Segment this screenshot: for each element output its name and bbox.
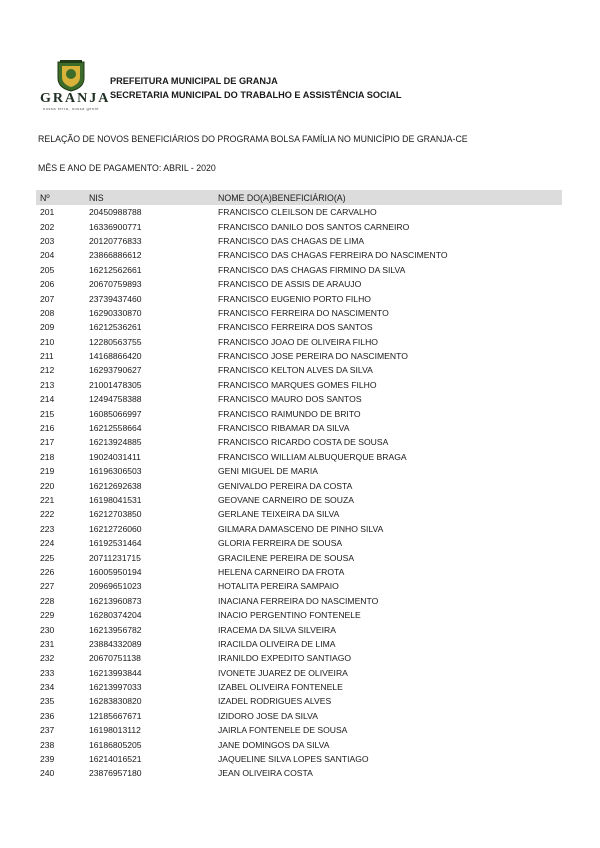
row-number: 216	[40, 423, 55, 434]
row-name: FRANCISCO WILLIAM ALBUQUERQUE BRAGA	[218, 451, 407, 462]
row-nis: 19024031411	[89, 451, 141, 462]
table-row	[36, 493, 562, 507]
row-name: FRANCISCO RICARDO COSTA DE SOUSA	[218, 437, 389, 448]
table-row	[36, 363, 562, 377]
row-number: 215	[40, 408, 55, 419]
table-row	[36, 536, 562, 550]
table-row	[36, 507, 562, 521]
row-number: 207	[40, 293, 55, 304]
row-number: 204	[40, 250, 55, 261]
row-name: JAIRLA FONTENELE DE SOUSA	[218, 725, 348, 736]
row-number: 226	[40, 566, 55, 577]
table-row	[36, 478, 562, 492]
row-name: FRANCISCO DAS CHAGAS FIRMINO DA SILVA	[218, 264, 406, 275]
row-number: 237	[40, 725, 55, 736]
row-number: 219	[40, 466, 55, 477]
row-nis: 23884332089	[89, 638, 142, 649]
table-row	[36, 608, 562, 622]
row-nis: 12185667671	[89, 710, 142, 721]
table-row	[36, 219, 562, 233]
table-row	[36, 392, 562, 406]
row-nis: 20670751138	[89, 653, 141, 664]
row-name: GENIVALDO PEREIRA DA COSTA	[218, 480, 353, 491]
table-row	[36, 464, 562, 478]
table-row	[36, 277, 562, 291]
header-name: NOME DO(A)BENEFICIÁRIO(A)	[218, 192, 346, 203]
table-row	[36, 378, 562, 392]
table-row	[36, 579, 562, 593]
table-row	[36, 737, 562, 751]
organization-header	[110, 74, 401, 102]
row-nis: 16212536261	[89, 322, 142, 333]
row-nis: 16005950194	[89, 566, 142, 577]
row-name: IRANILDO EXPEDITO SANTIAGO	[218, 653, 352, 664]
row-name: JAQUELINE SILVA LOPES SANTIAGO	[218, 754, 369, 765]
row-nis: 16085066997	[89, 408, 142, 419]
payment-period: MÊS E ANO DE PAGAMENTO: ABRIL - 2020	[38, 163, 216, 173]
row-name: JANE DOMINGOS DA SILVA	[218, 739, 330, 750]
row-nis: 16293790627	[89, 365, 142, 376]
row-number: 210	[40, 336, 55, 347]
row-nis: 20120776833	[89, 235, 142, 246]
row-name: FRANCISCO DAS CHAGAS DE LIMA	[218, 235, 365, 246]
table-row	[36, 565, 562, 579]
row-nis: 23866886612	[89, 250, 142, 261]
row-nis: 16198041531	[89, 495, 142, 505]
row-number: 218	[40, 451, 55, 462]
table-row	[36, 421, 562, 435]
row-name: IRACILDA OLIVEIRA DE LIMA	[218, 638, 336, 649]
row-nis: 16186805205	[89, 739, 142, 750]
granja-logo	[40, 60, 111, 111]
table-row	[36, 622, 562, 636]
row-nis: 16213997033	[89, 682, 142, 693]
row-nis: 20450988788	[89, 207, 142, 218]
row-name: FRANCISCO DE ASSIS DE ARAUJO	[218, 279, 362, 290]
row-number: 239	[40, 754, 55, 765]
table-row	[36, 694, 562, 708]
row-nis: 16196306503	[89, 466, 142, 477]
row-name: GERLANE TEIXEIRA DA SILVA	[218, 509, 340, 520]
row-name: FRANCISCO MAURO DOS SANTOS	[218, 394, 362, 405]
row-nis: 16213960873	[89, 595, 142, 606]
row-nis: 16280374204	[89, 610, 142, 621]
row-number: 240	[40, 768, 55, 779]
row-nis: 23876957180	[89, 768, 142, 779]
table-row	[36, 709, 562, 723]
row-name: IRACEMA DA SILVA SILVEIRA	[218, 624, 336, 635]
table-row	[36, 263, 562, 277]
row-number: 229	[40, 610, 55, 621]
row-number: 201	[40, 207, 55, 218]
table-header	[36, 190, 562, 205]
row-nis: 16283830820	[89, 696, 142, 707]
row-name: FRANCISCO FERREIRA DOS SANTOS	[218, 322, 373, 333]
row-name: FRANCISCO RIBAMAR DA SILVA	[218, 423, 350, 434]
table-row	[36, 335, 562, 349]
row-name: INACIANA FERREIRA DO NASCIMENTO	[218, 595, 379, 606]
row-number: 234	[40, 682, 55, 693]
row-name: FRANCISCO JOSE PEREIRA DO NASCIMENTO	[218, 351, 408, 362]
row-number: 203	[40, 235, 55, 246]
row-number: 227	[40, 581, 55, 592]
row-nis: 16213924885	[89, 437, 142, 448]
row-nis: 16214016521	[89, 754, 142, 765]
table-row	[36, 406, 562, 420]
row-name: GLORIA FERREIRA DE SOUSA	[218, 538, 343, 549]
header-nis: NIS	[89, 192, 104, 203]
row-nis: 16213956782	[89, 624, 142, 635]
row-number: 205	[40, 264, 55, 275]
row-number: 214	[40, 394, 55, 405]
beneficiaries-table	[36, 190, 562, 781]
table-row	[36, 205, 562, 219]
table-row	[36, 306, 562, 320]
row-name: FRANCISCO FERREIRA DO NASCIMENTO	[218, 307, 389, 318]
row-number: 238	[40, 739, 55, 750]
logo-tagline: nossa terra, nossa gente	[42, 106, 100, 111]
row-nis: 16212558664	[89, 423, 142, 434]
row-number: 211	[40, 351, 54, 362]
prefeitura-title: PREFEITURA MUNICIPAL DE GRANJA	[110, 76, 278, 86]
table-row	[36, 637, 562, 651]
row-name: FRANCISCO EUGENIO PORTO FILHO	[218, 293, 371, 304]
document-intro: RELAÇÃO DE NOVOS BENEFICIÁRIOS DO PROGRAMA BOLSA FAMÍLIA NO MUNICÍPIO DE GRANJA-CE	[38, 134, 468, 144]
table-row	[36, 234, 562, 248]
row-number: 209	[40, 322, 55, 333]
table-body	[36, 205, 562, 781]
table-row	[36, 291, 562, 305]
header-number: Nº	[40, 192, 50, 203]
row-name: GEOVANE CARNEIRO DE SOUZA	[218, 495, 354, 505]
row-name: FRANCISCO CLEILSON DE CARVALHO	[218, 207, 377, 218]
row-name: FRANCISCO KELTON ALVES DA SILVA	[218, 365, 373, 376]
row-name: HELENA CARNEIRO DA FROTA	[218, 566, 345, 577]
row-number: 213	[40, 379, 55, 390]
coat-of-arms-icon	[54, 60, 88, 92]
row-number: 235	[40, 696, 55, 707]
row-nis: 20711231715	[89, 552, 141, 563]
row-number: 221	[40, 495, 55, 505]
row-nis: 16336900771	[89, 221, 142, 232]
table-row	[36, 450, 562, 464]
row-name: IZADEL RODRIGUES ALVES	[218, 696, 332, 707]
row-nis: 12280563755	[89, 336, 142, 347]
row-nis: 16198013112	[89, 725, 141, 736]
row-name: GILMARA DAMASCENO DE PINHO SILVA	[218, 523, 384, 534]
row-name: IZABEL OLIVEIRA FONTENELE	[218, 682, 343, 693]
row-name: FRANCISCO DAS CHAGAS FERREIRA DO NASCIMENTO	[218, 250, 448, 261]
row-name: GENI MIGUEL DE MARIA	[218, 466, 318, 477]
row-nis: 20670759893	[89, 279, 142, 290]
row-number: 224	[40, 538, 55, 549]
table-row	[36, 550, 562, 564]
row-number: 232	[40, 653, 55, 664]
row-number: 206	[40, 279, 55, 290]
row-name: FRANCISCO MARQUES GOMES FILHO	[218, 379, 377, 390]
row-name: IZIDORO JOSE DA SILVA	[218, 710, 318, 721]
table-row	[36, 723, 562, 737]
row-nis: 12494758388	[89, 394, 142, 405]
row-number: 230	[40, 624, 55, 635]
row-number: 222	[40, 509, 55, 520]
row-number: 233	[40, 667, 55, 678]
table-row	[36, 680, 562, 694]
table-row	[36, 594, 562, 608]
table-row	[36, 320, 562, 334]
row-nis: 16290330870	[89, 307, 142, 318]
row-nis: 23739437460	[89, 293, 142, 304]
row-name: FRANCISCO RAIMUNDO DE BRITO	[218, 408, 361, 419]
row-number: 228	[40, 595, 55, 606]
row-nis: 20969651023	[89, 581, 142, 592]
row-name: IVONETE JUAREZ DE OLIVEIRA	[218, 667, 348, 678]
table-row	[36, 349, 562, 363]
secretaria-title: SECRETARIA MUNICIPAL DO TRABALHO E ASSISTÊNCIA SOCIAL	[110, 90, 402, 100]
row-name: HOTALITA PEREIRA SAMPAIO	[218, 581, 339, 592]
row-number: 231	[40, 638, 55, 649]
table-row	[36, 248, 562, 262]
row-nis: 16212703850	[89, 509, 142, 520]
logo-wordmark: GRANJA	[40, 91, 111, 106]
row-nis: 16212726060	[89, 523, 142, 534]
table-row	[36, 651, 562, 665]
table-row	[36, 522, 562, 536]
row-number: 236	[40, 710, 55, 721]
row-number: 220	[40, 480, 55, 491]
row-nis: 16213993844	[89, 667, 142, 678]
row-nis: 16192531464	[89, 538, 142, 549]
row-name: JEAN OLIVEIRA COSTA	[218, 768, 313, 779]
row-number: 223	[40, 523, 55, 534]
row-nis: 14168866420	[89, 351, 142, 362]
row-nis: 16212692638	[89, 480, 142, 491]
row-nis: 16212562661	[89, 264, 142, 275]
table-row	[36, 666, 562, 680]
row-name: FRANCISCO DANILO DOS SANTOS CARNEIRO	[218, 221, 410, 232]
row-number: 217	[40, 437, 55, 448]
table-row	[36, 766, 562, 780]
row-name: FRANCISCO JOAO DE OLIVEIRA FILHO	[218, 336, 378, 347]
row-number: 225	[40, 552, 55, 563]
row-number: 202	[40, 221, 55, 232]
row-name: INACIO PERGENTINO FONTENELE	[218, 610, 361, 621]
row-number: 208	[40, 307, 55, 318]
table-row	[36, 752, 562, 766]
table-row	[36, 435, 562, 449]
row-name: GRACILENE PEREIRA DE SOUSA	[218, 552, 355, 563]
row-nis: 21001478305	[89, 379, 142, 390]
row-number: 212	[40, 365, 55, 376]
